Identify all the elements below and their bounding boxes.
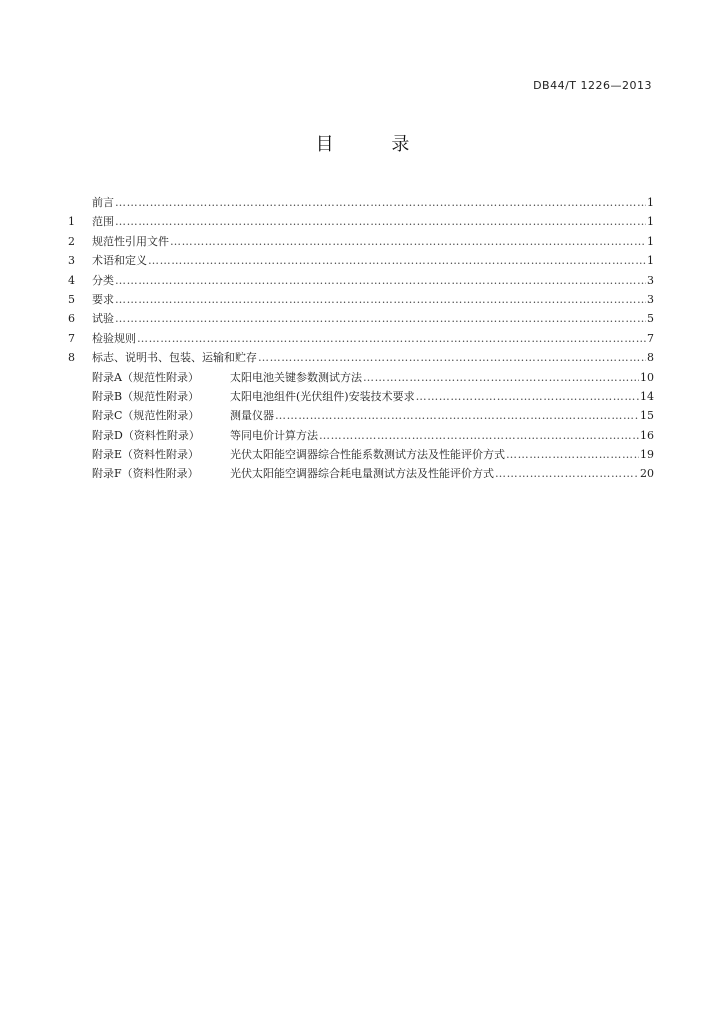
toc-entry-page: 5 — [647, 312, 654, 326]
toc-entry-page: 8 — [647, 351, 654, 365]
toc-leader-dots — [363, 368, 639, 387]
toc-entry[interactable] — [68, 290, 654, 309]
toc-leader-dots — [319, 426, 639, 445]
standard-code: DB44/T 1226—2013 — [533, 79, 652, 92]
toc-entry[interactable] — [68, 271, 654, 290]
toc-entry-page: 1 — [647, 215, 654, 229]
toc-entry[interactable] — [68, 309, 654, 328]
toc-entry[interactable] — [68, 193, 654, 212]
toc-entry-label: 太阳电池组件(光伏组件)安装技术要求 — [230, 389, 415, 403]
toc-entry-label: 术语和定义 — [92, 254, 147, 268]
toc-entry[interactable] — [68, 348, 654, 367]
toc-leader-dots — [170, 232, 646, 251]
toc-leader-dots — [495, 464, 639, 483]
toc-entry-label: 试验 — [92, 312, 114, 326]
toc-entry-number: 2 — [68, 234, 75, 248]
toc-entry-label: 等同电价计算方法 — [230, 428, 318, 442]
toc-entry[interactable] — [68, 251, 654, 270]
toc-entry-page: 19 — [640, 448, 654, 462]
toc-entry-number: 6 — [68, 312, 75, 326]
toc-entry-number: 8 — [68, 351, 75, 365]
toc-appendix-entry[interactable] — [68, 368, 654, 387]
toc-entry[interactable] — [68, 212, 654, 231]
toc-entry-page: 1 — [647, 254, 654, 268]
toc-appendix-prefix: 附录B（规范性附录） — [92, 389, 200, 403]
toc-appendix-prefix: 附录D（资料性附录） — [92, 428, 200, 442]
toc-entry-label: 测量仪器 — [230, 409, 274, 423]
toc-entry-number: 7 — [68, 331, 75, 345]
toc-entry-number: 3 — [68, 254, 75, 268]
toc-leader-dots — [137, 329, 646, 348]
toc-entry-label: 光伏太阳能空调器综合耗电量测试方法及性能评价方式 — [230, 467, 494, 481]
toc-appendix-entry[interactable] — [68, 387, 654, 406]
toc-leader-dots — [148, 251, 646, 270]
table-of-contents — [68, 193, 654, 484]
toc-appendix-entry[interactable] — [68, 464, 654, 483]
toc-entry-number: 5 — [68, 292, 75, 306]
toc-entry-page: 15 — [640, 409, 654, 423]
toc-entry-page: 14 — [640, 389, 654, 403]
toc-entry-label: 范围 — [92, 215, 114, 229]
toc-leader-dots — [416, 387, 639, 406]
toc-leader-dots — [115, 271, 646, 290]
toc-appendix-entry[interactable] — [68, 406, 654, 425]
toc-entry-number: 1 — [68, 215, 75, 229]
toc-appendix-entry[interactable] — [68, 445, 654, 464]
toc-entry-label: 光伏太阳能空调器综合性能系数测试方法及性能评价方式 — [230, 448, 505, 462]
toc-leader-dots — [115, 290, 646, 309]
toc-appendix-prefix: 附录F（资料性附录） — [92, 467, 199, 481]
toc-appendix-prefix: 附录E（资料性附录） — [92, 448, 200, 462]
toc-leader-dots — [275, 406, 639, 425]
toc-entry-label: 前言 — [92, 196, 114, 209]
toc-entry-label: 太阳电池关键参数测试方法 — [230, 370, 362, 384]
toc-entry-page: 16 — [640, 428, 654, 442]
toc-entry-label: 分类 — [92, 273, 114, 287]
toc-entry-page: 1 — [647, 196, 654, 209]
toc-entry-page: 1 — [647, 234, 654, 248]
toc-entry-label: 规范性引用文件 — [92, 234, 169, 248]
toc-leader-dots — [258, 348, 646, 367]
toc-entry[interactable] — [68, 329, 654, 348]
toc-entry-label: 要求 — [92, 292, 114, 306]
toc-entry-number: 4 — [68, 273, 75, 287]
toc-entry-page: 20 — [640, 467, 654, 481]
toc-appendix-prefix: 附录A（规范性附录） — [92, 370, 199, 384]
toc-entry-page: 7 — [647, 331, 654, 345]
toc-appendix-prefix: 附录C（规范性附录） — [92, 409, 200, 423]
toc-entry[interactable] — [68, 232, 654, 251]
toc-entry-label: 检验规则 — [92, 331, 136, 345]
toc-leader-dots — [115, 212, 646, 231]
toc-leader-dots — [115, 309, 646, 328]
toc-entry-page: 3 — [647, 292, 654, 306]
toc-leader-dots — [115, 193, 646, 212]
toc-leader-dots — [506, 445, 639, 464]
toc-entry-page: 10 — [640, 370, 654, 384]
page-title: 目 录 — [315, 134, 436, 155]
toc-entry-label: 标志、说明书、包装、运输和贮存 — [92, 351, 257, 365]
toc-appendix-entry[interactable] — [68, 426, 654, 445]
toc-entry-page: 3 — [647, 273, 654, 287]
